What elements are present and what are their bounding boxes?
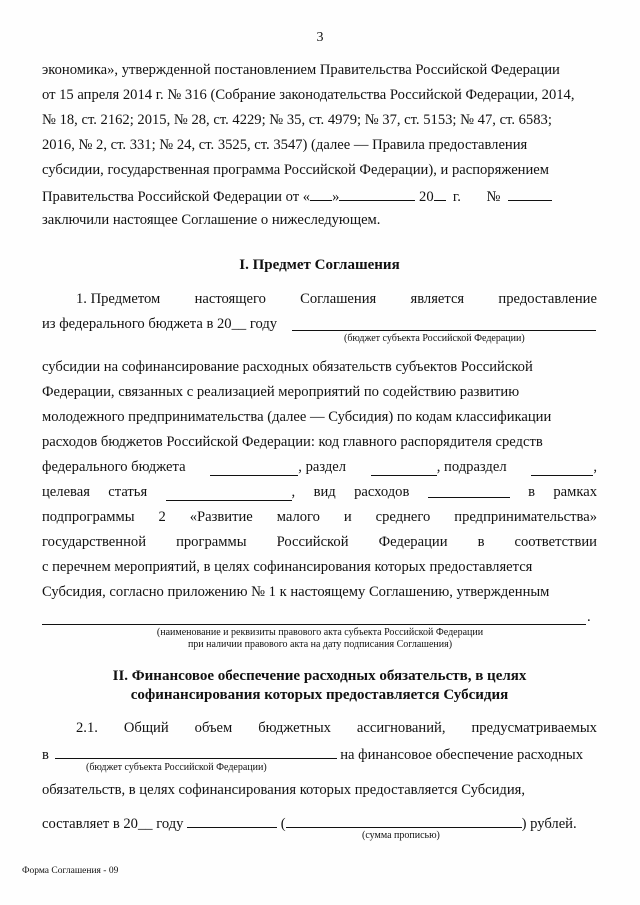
s1-l10-w5: в	[477, 534, 485, 550]
month-field[interactable]	[339, 187, 415, 201]
s1-line-8	[42, 484, 597, 501]
s2-line-4-note: (сумма прописью)	[362, 830, 440, 841]
s1-l8-g: рамках	[553, 484, 597, 500]
s1-l9-w4: малого	[276, 509, 320, 525]
s1-line-6: расходов бюджетов Российской Федерации: код главного распорядителя средств	[42, 434, 543, 450]
s1-l10-w1: государственной	[42, 534, 147, 550]
s1-l8-b: статья	[108, 484, 148, 500]
s2-l1-w3: объем	[194, 720, 233, 736]
year-field[interactable]	[434, 187, 446, 201]
legal-act-period: .	[587, 609, 591, 625]
intro-line-7: заключили настоящее Соглашение о нижеследующем.	[42, 212, 381, 228]
section-field[interactable]	[371, 462, 437, 476]
intro-line-3: № 18, ст. 2162; 2015, № 28, ст. 4229; № 35, ст. 4979; № 37, ст. 5153; № 47, ст. 6583;	[42, 112, 552, 128]
amount-digits-field[interactable]	[187, 814, 277, 828]
footer-form-label: Форма Соглашения - 09	[22, 866, 119, 876]
intro-line-5: субсидии, государственная программа Российской Федерации), и распоряжением	[42, 162, 550, 178]
s1-l8-d: вид	[313, 484, 336, 500]
s1-l9-w5: и	[343, 509, 352, 525]
s1-l1-w3: Соглашения	[300, 291, 377, 307]
s2-line-2-note: (бюджет субъекта Российской Федерации)	[86, 762, 267, 773]
s1-line-9	[42, 509, 597, 526]
s1-l7-c: , подраздел	[436, 459, 507, 475]
s1-l7-b: , раздел	[298, 459, 347, 475]
s1-line-5: молодежного предпринимательства (далее — Субсидия) по кодам классификации	[42, 409, 552, 425]
intro-line-6-d: г.	[452, 189, 461, 205]
intro-line-6	[42, 187, 597, 206]
s1-line-11: с перечнем мероприятий, в целях софинансирования которых предоставляется	[42, 559, 533, 575]
s1-l1-w2: настоящего	[194, 291, 266, 307]
s1-line-1	[76, 291, 597, 308]
s2-l4-b: (	[280, 816, 286, 832]
s2-l1-w6: предусматриваемых	[471, 720, 597, 736]
code-field[interactable]	[210, 462, 298, 476]
s1-line-3: субсидии на софинансирование расходных обязательств субъектов Российской	[42, 359, 533, 375]
expense-type-field[interactable]	[428, 484, 510, 498]
s1-l10-w4: Федерации	[378, 534, 448, 550]
s1-line-10	[42, 534, 597, 551]
s2-line-4	[42, 814, 597, 833]
intro-line-6-e: №	[486, 189, 501, 205]
budget-subject-field[interactable]	[292, 330, 596, 331]
s1-l9-w2: 2	[158, 509, 166, 525]
s2-l4-a: составляет в 20__ году	[42, 816, 184, 832]
subsection-field[interactable]	[531, 462, 593, 476]
legal-act-field[interactable]	[42, 624, 586, 625]
section-2-title-1: II. Финансовое обеспечение расходных обязательств, в целях	[112, 668, 527, 684]
s1-l10-w6: соответствии	[514, 534, 597, 550]
s1-l10-w2: программы	[176, 534, 247, 550]
day-field[interactable]	[310, 187, 332, 201]
s1-l9-w3: «Развитие	[189, 509, 253, 525]
number-field[interactable]	[508, 187, 552, 201]
s2-l2-b: на финансовое обеспечение расходных	[340, 747, 584, 763]
intro-line-6-c: 20	[419, 189, 434, 205]
s1-l9-w6: среднего	[375, 509, 431, 525]
intro-line-4: 2016, № 2, ст. 331; № 24, ст. 3525, ст. 3547) (далее — Правила предоставления	[42, 137, 528, 153]
s1-l1-w5: предоставление	[498, 291, 597, 307]
s2-l2-a: в	[42, 747, 49, 763]
s1-l8-f: в	[528, 484, 535, 500]
s1-l9-w7: предпринимательства»	[454, 509, 597, 525]
s2-l4-c: ) рублей.	[521, 816, 577, 832]
s2-l1-w4: бюджетных	[258, 720, 331, 736]
s2-l1-w1: 2.1.	[76, 720, 98, 736]
s2-l1-w2: Общий	[123, 720, 169, 736]
section-2-title-2: софинансирования которых предоставляется Субсидия	[130, 687, 509, 703]
s1-line-4: Федерации, связанных с реализацией мероприятий по содействию развитию	[42, 384, 520, 400]
s2-budget-subject-field[interactable]	[55, 745, 337, 759]
legal-act-note-1: (наименование и реквизиты правового акта субъекта Российской Федерации	[156, 627, 484, 638]
target-article-field[interactable]	[166, 487, 292, 501]
intro-line-6-a: Правительства Российской Федерации от «	[42, 189, 311, 205]
s1-l8-a: целевая	[42, 484, 90, 500]
s2-line-1	[76, 720, 597, 737]
s1-line-2: из федерального бюджета в 20__ году	[42, 316, 278, 332]
page-number: 3	[316, 30, 324, 45]
intro-line-6-b: »	[332, 189, 340, 205]
s1-l1-w1: 1. Предметом	[76, 291, 161, 307]
s1-line-2-note: (бюджет субъекта Российской Федерации)	[344, 333, 525, 344]
s1-line-12: Субсидия, согласно приложению № 1 к настоящему Соглашению, утвержденным	[42, 584, 550, 600]
s1-l7-a: федерального бюджета	[42, 459, 186, 475]
s2-l1-w5: ассигнований,	[356, 720, 446, 736]
s1-line-7: федерального бюджета , раздел , подраздел ,	[42, 459, 597, 475]
amount-words-field[interactable]	[286, 814, 522, 828]
s1-l9-w1: подпрограммы	[42, 509, 135, 525]
s1-l10-w3: Российской	[276, 534, 349, 550]
s1-l8-c: ,	[291, 484, 296, 500]
s1-l8-e: расходов	[354, 484, 410, 500]
section-1-title: I. Предмет Соглашения	[239, 257, 400, 273]
intro-line-1: экономика», утвержденной постановлением Правительства Российской Федерации	[42, 62, 560, 78]
legal-act-note-2: при наличии правового акта на дату подписания Соглашения)	[187, 639, 453, 650]
intro-line-2: от 15 апреля 2014 г. № 316 (Собрание законодательства Российской Федерации, 2014,	[42, 87, 575, 103]
s1-l1-w4: является	[410, 291, 465, 307]
s2-line-3: обязательств, в целях софинансирования которых предоставляется Субсидия,	[42, 782, 526, 798]
